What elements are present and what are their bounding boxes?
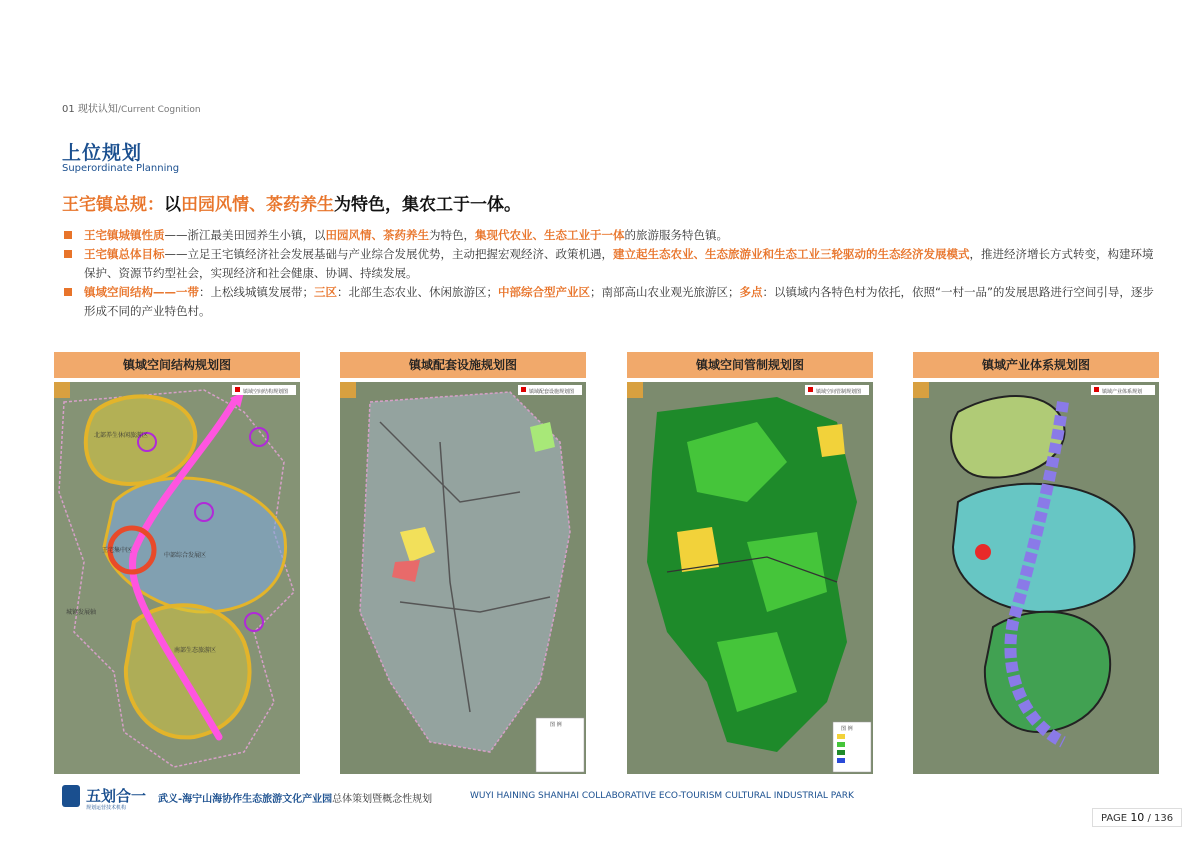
bullet-text: ：北部生态农业、休闲旅游区； xyxy=(337,285,498,299)
page-label: PAGE xyxy=(1101,813,1128,824)
bullet-label: 王宅镇城镇性质 xyxy=(84,228,165,242)
project-title xyxy=(158,790,432,805)
project-suffix: 总体策划暨概念性规划 xyxy=(332,794,433,805)
bullet-emphasis: 建立起生态农业、生态旅游业和生态工业三轮驱动的生态经济发展模式 xyxy=(613,247,970,261)
bullet-emphasis: ——一带 xyxy=(153,285,199,299)
bullet-emphasis: 中部综合型产业区 xyxy=(498,285,590,299)
page-current: 10 xyxy=(1130,811,1145,824)
map-title: 镇域产业体系规划图 xyxy=(913,352,1159,378)
section-label xyxy=(62,100,201,115)
bullet-spatial-structure xyxy=(62,283,1157,321)
page-title: 上位规划 xyxy=(62,142,143,164)
bullet-emphasis: 多点 xyxy=(739,285,763,299)
headline-part: 为特色，集农工于一体。 xyxy=(334,195,521,215)
map-legend-box-title: 图 例 xyxy=(550,722,562,728)
map-panel-spatial-structure xyxy=(54,352,300,774)
project-name: 武义-海宁山海协作生态旅游文化产业园 xyxy=(158,794,333,805)
map-title: 镇域空间管制规划图 xyxy=(627,352,873,378)
bullet-text: ——立足王宅镇经济社会发展基础与产业综合发展优势，主动把握宏观经济、政策机遇， xyxy=(164,247,613,261)
zone-label-center: 中部综合发展区 xyxy=(164,552,207,559)
map-industry-system xyxy=(913,382,1159,774)
bullet-square-icon xyxy=(64,250,72,258)
section-number: 01 现状认知 xyxy=(62,104,118,115)
bullet-square-icon xyxy=(64,231,72,239)
bullet-square-icon xyxy=(64,288,72,296)
map-legend-label: 镇域配套设施规划图 xyxy=(529,389,575,395)
bullet-text: ；南部高山农业观光旅游区； xyxy=(590,285,740,299)
bullet-emphasis: 三区 xyxy=(314,285,337,299)
map-image xyxy=(627,382,873,774)
brand-sub: 规划运营技术机构 xyxy=(86,805,127,811)
project-title-en: WUYI HAINING SHANHAI COLLABORATIVE ECO-TOURISM CULTURAL INDUSTRIAL PARK xyxy=(470,791,854,801)
headline xyxy=(62,190,521,215)
map-legend-label: 镇域空间管制规划图 xyxy=(816,389,862,395)
map-legend-label: 镇域空间结构规划图 xyxy=(243,389,289,395)
bullet-list xyxy=(62,226,1157,321)
headline-part: 以 xyxy=(164,195,181,215)
map-spatial-control xyxy=(627,382,873,774)
bullet-text: ，推进经济增长方式转变，构建环境保护、资源节约型社会，实现经济和社会健康、协调、持续发展。 xyxy=(84,247,1154,280)
brand-name: 五划合一 xyxy=(86,787,147,805)
map-title: 镇域空间结构规划图 xyxy=(54,352,300,378)
page-indicator xyxy=(1092,808,1182,827)
headline-highlight: 田园风情、茶药养生 xyxy=(181,195,334,215)
bullet-town-nature xyxy=(62,226,1157,245)
bullet-text: ：以镇域内各特色村为依托，依照“一村一品”的发展思路进行空间引导，逐步形成不同的产业特色村。 xyxy=(84,285,1154,318)
map-spatial-structure xyxy=(54,382,300,774)
brand-logo-icon xyxy=(62,785,80,807)
map-legend-box-title: 图 例 xyxy=(841,726,853,732)
map-panel-spatial-control xyxy=(627,352,873,774)
bullet-text: 的旅游服务特色镇。 xyxy=(624,228,728,242)
map-image xyxy=(340,382,586,774)
map-image xyxy=(54,382,300,774)
bullet-text: 为特色， xyxy=(429,228,475,242)
map-panel-facilities xyxy=(340,352,586,774)
headline-part: 王宅镇总规： xyxy=(62,195,164,215)
map-title: 镇域配套设施规划图 xyxy=(340,352,586,378)
map-legend-label: 镇域产业体系规划 xyxy=(1102,389,1143,395)
bullet-emphasis: 集现代农业、生态工业于一体 xyxy=(475,228,625,242)
bullet-text: ：上松线城镇发展带； xyxy=(199,285,314,299)
bullet-label: 镇域空间结构 xyxy=(84,285,153,299)
page-subtitle: Superordinate Planning xyxy=(62,163,180,174)
map-facilities xyxy=(340,382,586,774)
map-panel-industry-system xyxy=(913,352,1159,774)
zone-label-belt: 城镇发展轴 xyxy=(66,609,97,616)
section-english: /Current Cognition xyxy=(117,105,201,115)
bullet-emphasis: 田园风情、茶药养生 xyxy=(325,228,429,242)
zone-label-north: 北部养生休闲旅游区 xyxy=(94,432,149,439)
bullet-overall-goal xyxy=(62,245,1157,283)
zone-label-south: 南部生态旅游区 xyxy=(174,647,217,654)
bullet-label: 王宅镇总体目标 xyxy=(84,247,165,261)
map-image xyxy=(913,382,1159,774)
zone-label-town: 王宅集中区 xyxy=(102,547,133,554)
page-total: / 136 xyxy=(1147,813,1174,824)
bullet-text: ——浙江最美田园养生小镇，以 xyxy=(164,228,326,242)
